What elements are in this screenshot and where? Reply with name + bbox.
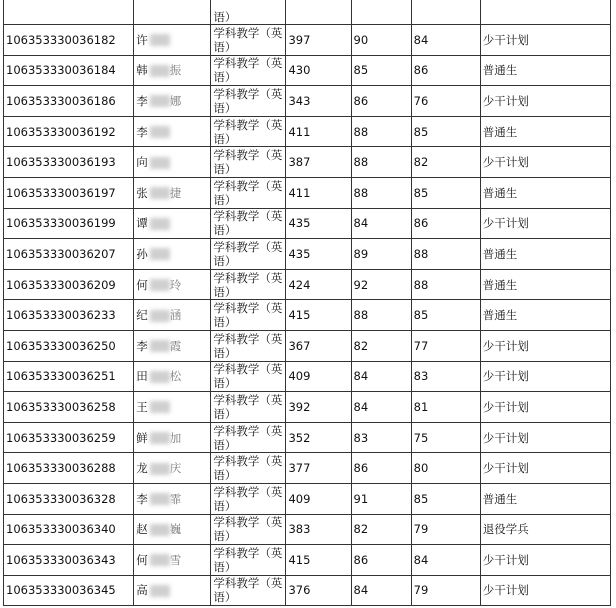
cell-total: 397 [286, 25, 351, 56]
redaction-blur [150, 187, 170, 199]
cell-score2: 82 [351, 330, 411, 361]
name-tail: 振 [169, 63, 182, 78]
subject-line2: 语） [213, 100, 237, 115]
table-row [4, 208, 611, 239]
table-row [4, 147, 611, 178]
cell-total: 415 [286, 300, 351, 331]
subject-line2: 语） [213, 315, 237, 330]
cell-name [134, 269, 211, 300]
cell-subject [211, 25, 286, 56]
cell-subject [211, 545, 286, 576]
cell-score3: 84 [411, 545, 480, 576]
subject-line1: 学科教学（英 [213, 148, 283, 163]
cell-type: 少干计划 [480, 361, 610, 392]
cell-id: 106353330036288 [4, 453, 134, 484]
subject-line1: 学科教学（英 [213, 576, 283, 591]
cell-subject [211, 147, 286, 178]
cell-name [134, 300, 211, 331]
cell-total: 430 [286, 55, 351, 86]
name-tail: 加 [169, 430, 182, 445]
cell-name [134, 177, 211, 208]
cell-score2: 88 [351, 116, 411, 147]
cell-id: 106353330036184 [4, 55, 134, 86]
name-tail: 巍 [169, 522, 182, 537]
subject-line2: 语） [213, 192, 237, 207]
redaction-blur [150, 554, 170, 566]
cell-subject [211, 86, 286, 117]
name-initial: 韩 [136, 63, 148, 78]
cell-score3: 86 [411, 208, 480, 239]
cell-total: 411 [286, 177, 351, 208]
subject-line2: 语） [213, 39, 237, 54]
table-row [4, 514, 611, 545]
cell-type: 少干计划 [480, 330, 610, 361]
cell-name [134, 239, 211, 270]
subject-line1: 学科教学（英 [213, 545, 283, 560]
cell-total: 424 [286, 269, 351, 300]
cell-type: 少干计划 [480, 25, 610, 56]
cell-name [134, 86, 211, 117]
name-initial: 向 [136, 155, 148, 170]
cell-score2: 90 [351, 25, 411, 56]
table-row [4, 361, 611, 392]
cell-name [134, 453, 211, 484]
name-initial: 纪 [136, 308, 148, 323]
cell-score3: 88 [411, 269, 480, 300]
cell-score2: 86 [351, 545, 411, 576]
cell-subject [211, 177, 286, 208]
cell-score3: 75 [411, 422, 480, 453]
name-tail: 庆 [169, 461, 182, 476]
cell-score3: 85 [411, 177, 480, 208]
cell-score2: 88 [351, 147, 411, 178]
cell-type: 少干计划 [480, 422, 610, 453]
cell-score3: 85 [411, 116, 480, 147]
redaction-blur [150, 126, 170, 138]
cell-type: 少干计划 [480, 575, 610, 606]
table-row [4, 453, 611, 484]
redaction-blur [150, 340, 170, 352]
cell-score2: 91 [351, 483, 411, 514]
cell-type: 普通生 [480, 300, 610, 331]
cell-score3: 86 [411, 55, 480, 86]
subject-line1: 学科教学（英 [213, 301, 283, 316]
redaction-blur [150, 218, 170, 230]
name-tail: 霞 [169, 338, 182, 353]
name-initial: 何 [136, 277, 148, 292]
subject-line2: 语） [213, 437, 237, 452]
name-initial: 王 [136, 399, 148, 414]
name-initial: 李 [136, 491, 148, 506]
name-tail: 捷 [169, 185, 182, 200]
cell-score3: 79 [411, 575, 480, 606]
cell-name [134, 0, 211, 25]
cell-score2: 88 [351, 177, 411, 208]
subject-line1: 学科教学（英 [213, 56, 283, 71]
subject-line1: 学科教学（英 [213, 423, 283, 438]
cell-name [134, 422, 211, 453]
subject-line2: 语） [213, 253, 237, 268]
cell-id: 106353330036328 [4, 483, 134, 514]
cell-id: 106353330036340 [4, 514, 134, 545]
name-initial: 何 [136, 552, 148, 567]
admission-table [3, 0, 611, 606]
cell-id: 106353330036192 [4, 116, 134, 147]
cell-score3: 81 [411, 392, 480, 423]
table-row [4, 239, 611, 270]
cell-subject [211, 269, 286, 300]
cell-total: 367 [286, 330, 351, 361]
table-row [4, 116, 611, 147]
table-row [4, 55, 611, 86]
cell-total: 435 [286, 239, 351, 270]
cell-subject [211, 55, 286, 86]
cell-score2: 84 [351, 361, 411, 392]
cell-id [4, 0, 134, 25]
cell-score3: 85 [411, 300, 480, 331]
cell-type: 少干计划 [480, 147, 610, 178]
name-initial: 李 [136, 338, 148, 353]
cell-total [286, 0, 351, 25]
subject-line1: 学科教学（英 [213, 515, 283, 530]
subject-line2: 语） [213, 284, 237, 299]
subject-line2: 语） [213, 498, 237, 513]
cell-subject [211, 422, 286, 453]
cell-id: 106353330036207 [4, 239, 134, 270]
subject-line1: 学科教学（英 [213, 209, 283, 224]
cell-name [134, 55, 211, 86]
cell-type: 普通生 [480, 269, 610, 300]
cell-type: 普通生 [480, 483, 610, 514]
redaction-blur [150, 65, 170, 77]
cell-score3 [411, 0, 480, 25]
cell-subject [211, 330, 286, 361]
cell-type: 普通生 [480, 239, 610, 270]
cell-id: 106353330036209 [4, 269, 134, 300]
cell-id: 106353330036259 [4, 422, 134, 453]
cell-name [134, 208, 211, 239]
subject-line1: 学科教学（英 [213, 392, 283, 407]
cell-score3: 76 [411, 86, 480, 117]
cell-type: 退役学兵 [480, 514, 610, 545]
name-initial: 孙 [136, 246, 148, 261]
subject-line1: 学科教学（英 [213, 454, 283, 469]
cell-subject [211, 514, 286, 545]
subject-line2: 语） [213, 131, 237, 146]
cell-score3: 83 [411, 361, 480, 392]
cell-score2 [351, 0, 411, 25]
cell-type: 少干计划 [480, 453, 610, 484]
table-row [4, 300, 611, 331]
table-row [4, 86, 611, 117]
subject-line2: 语） [213, 468, 237, 483]
name-initial: 赵 [136, 522, 148, 537]
cell-subject [211, 575, 286, 606]
cell-name [134, 361, 211, 392]
cell-score3: 84 [411, 25, 480, 56]
table-row-partial [4, 0, 611, 25]
subject-line1: 学科教学（英 [213, 178, 283, 193]
cell-id: 106353330036193 [4, 147, 134, 178]
cell-name [134, 116, 211, 147]
cell-type [480, 0, 610, 25]
table-row [4, 330, 611, 361]
cell-total: 383 [286, 514, 351, 545]
cell-name [134, 483, 211, 514]
cell-type: 普通生 [480, 55, 610, 86]
cell-score2: 92 [351, 269, 411, 300]
cell-id: 106353330036182 [4, 25, 134, 56]
cell-score3: 80 [411, 453, 480, 484]
cell-total: 343 [286, 86, 351, 117]
redaction-blur [150, 95, 170, 107]
cell-name [134, 514, 211, 545]
name-initial: 李 [136, 124, 148, 139]
subject-line2: 语） [213, 9, 237, 24]
name-initial: 龙 [136, 461, 148, 476]
cell-id: 106353330036258 [4, 392, 134, 423]
redaction-blur [150, 248, 170, 260]
cell-score3: 79 [411, 514, 480, 545]
cell-type: 普通生 [480, 177, 610, 208]
cell-total: 435 [286, 208, 351, 239]
cell-subject [211, 483, 286, 514]
name-initial: 鲜 [136, 430, 148, 445]
name-tail: 松 [169, 369, 182, 384]
subject-line1: 学科教学（英 [213, 270, 283, 285]
table-row [4, 25, 611, 56]
redaction-blur [150, 524, 170, 536]
cell-score2: 89 [351, 239, 411, 270]
table-body [4, 0, 611, 606]
subject-line1: 学科教学（英 [213, 362, 283, 377]
cell-name [134, 147, 211, 178]
cell-name [134, 392, 211, 423]
cell-id: 106353330036251 [4, 361, 134, 392]
cell-score2: 85 [351, 55, 411, 86]
redaction-blur [150, 310, 170, 322]
table-row [4, 177, 611, 208]
name-tail: 雪 [169, 552, 182, 567]
redaction-blur [150, 371, 170, 383]
subject-line2: 语） [213, 70, 237, 85]
cell-total: 377 [286, 453, 351, 484]
cell-name [134, 330, 211, 361]
cell-subject [211, 116, 286, 147]
cell-subject [211, 361, 286, 392]
subject-line2: 语） [213, 223, 237, 238]
cell-score2: 82 [351, 514, 411, 545]
subject-line2: 语） [213, 590, 237, 605]
subject-line1: 学科教学（英 [213, 331, 283, 346]
subject-line2: 语） [213, 406, 237, 421]
subject-line1: 学科教学（英 [213, 484, 283, 499]
cell-total: 387 [286, 147, 351, 178]
cell-score3: 88 [411, 239, 480, 270]
cell-score3: 82 [411, 147, 480, 178]
name-tail: 玲 [169, 277, 182, 292]
cell-subject [211, 300, 286, 331]
cell-subject [211, 239, 286, 270]
cell-score3: 85 [411, 483, 480, 514]
cell-id: 106353330036199 [4, 208, 134, 239]
cell-subject [211, 453, 286, 484]
cell-id: 106353330036197 [4, 177, 134, 208]
cell-total: 411 [286, 116, 351, 147]
cell-type: 少干计划 [480, 545, 610, 576]
cell-id: 106353330036343 [4, 545, 134, 576]
cell-id: 106353330036345 [4, 575, 134, 606]
table-row [4, 545, 611, 576]
cell-score2: 83 [351, 422, 411, 453]
redaction-blur [150, 401, 170, 413]
cell-score2: 88 [351, 300, 411, 331]
name-tail: 涵 [169, 308, 182, 323]
table-row [4, 392, 611, 423]
name-initial: 张 [136, 185, 148, 200]
subject-line2: 语） [213, 529, 237, 544]
cell-score2: 86 [351, 453, 411, 484]
name-tail: 娜 [169, 93, 182, 108]
cell-score2: 84 [351, 208, 411, 239]
redaction-blur [150, 585, 170, 597]
cell-score2: 84 [351, 575, 411, 606]
cell-subject [211, 208, 286, 239]
cell-type: 少干计划 [480, 208, 610, 239]
name-tail: 霏 [169, 491, 182, 506]
subject-line2: 语） [213, 559, 237, 574]
table-row [4, 575, 611, 606]
subject-line2: 语） [213, 162, 237, 177]
cell-id: 106353330036186 [4, 86, 134, 117]
cell-type: 少干计划 [480, 86, 610, 117]
cell-score2: 84 [351, 392, 411, 423]
subject-line1: 学科教学（英 [213, 86, 283, 101]
cell-score2: 86 [351, 86, 411, 117]
redaction-blur [150, 432, 170, 444]
cell-name [134, 25, 211, 56]
name-initial: 谭 [136, 216, 148, 231]
redaction-blur [150, 493, 170, 505]
cell-type: 少干计划 [480, 392, 610, 423]
cell-id: 106353330036250 [4, 330, 134, 361]
name-initial: 许 [136, 32, 148, 47]
cell-total: 376 [286, 575, 351, 606]
name-initial: 李 [136, 93, 148, 108]
redaction-blur [150, 157, 170, 169]
subject-line2: 语） [213, 345, 237, 360]
cell-total: 409 [286, 361, 351, 392]
cell-type: 普通生 [480, 116, 610, 147]
subject-line2: 语） [213, 376, 237, 391]
cell-name [134, 545, 211, 576]
redaction-blur [150, 463, 170, 475]
cell-total: 415 [286, 545, 351, 576]
table-row [4, 483, 611, 514]
subject-line1: 学科教学（英 [213, 239, 283, 254]
cell-name [134, 575, 211, 606]
cell-subject [211, 392, 286, 423]
subject-line1: 学科教学（英 [213, 25, 283, 40]
table-row [4, 422, 611, 453]
redaction-blur [150, 279, 170, 291]
cell-score3: 77 [411, 330, 480, 361]
cell-total: 352 [286, 422, 351, 453]
table-row [4, 269, 611, 300]
cell-id: 106353330036233 [4, 300, 134, 331]
name-initial: 高 [136, 583, 148, 598]
redaction-blur [150, 34, 170, 46]
cell-total: 392 [286, 392, 351, 423]
cell-total: 409 [286, 483, 351, 514]
name-initial: 田 [136, 369, 148, 384]
subject-line1: 学科教学（英 [213, 117, 283, 132]
cell-subject [211, 0, 286, 25]
